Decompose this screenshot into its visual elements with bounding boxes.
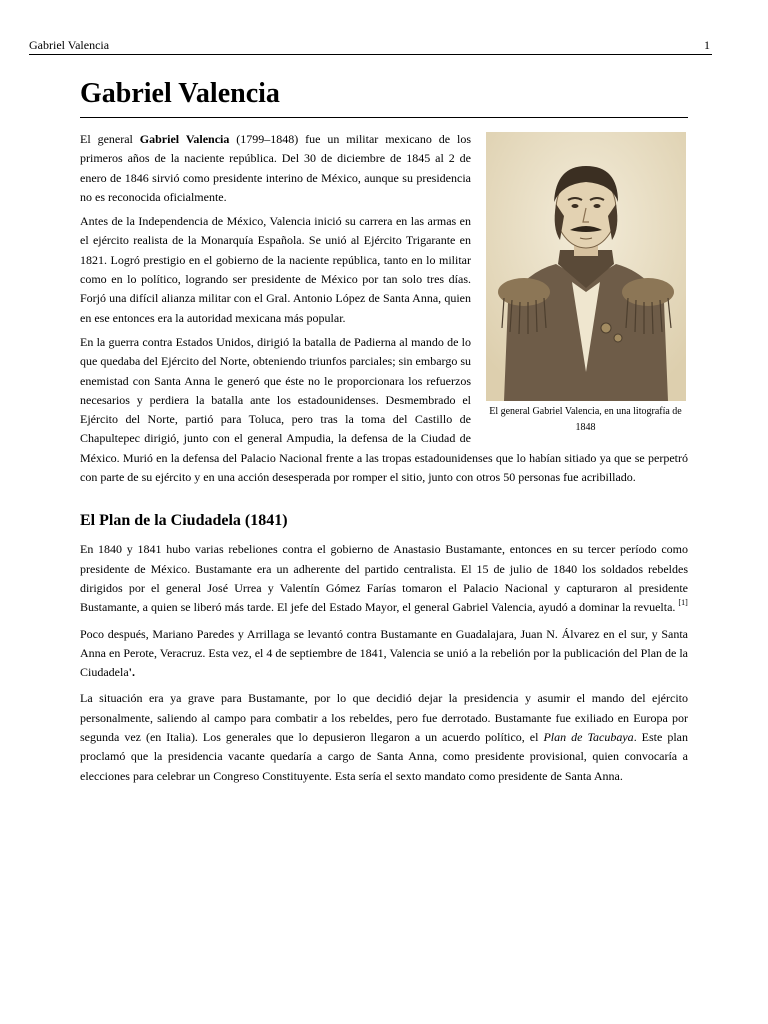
plan-name: Plan de Tacubaya xyxy=(543,730,634,745)
section-paragraph-text: La situación era ya grave para Bustamante, por lo que decidió dejar la presidencia y asumir el mando del ejército personalmente, saliendo al campo para combatir a los rebeldes, pero fue derrotado. Bustamante fue exiliado en Europa por segunda vez (en Italia). Los generales que lo depusieron llegaron a un acuerdo político, el xyxy=(80,691,688,745)
intro-paragraph: En la guerra contra Estados Unidos, dirigió la batalla de Padierna al mando de lo que quedaba del Ejército del Norte, obteniendo triunfos parciales; sin embargo su enemistad con Santa Anna le generó que éste no le proporcionara los refuerzos necesarios y perdiera la batalla ante los estadounidenses. Desmembrado el Ejército del Norte, partió para Toluca, pero tras la toma del Castillo de Chapultepec dirigió, junto con el general Ampudia, la defensa de la Ciudad de México. Murió en la defensa del Palacio Nacional frente a las tropas estadounidenses que lo habían sitiado ya que se perpetró con parte de su ejército y en una acción desesperada por romper el sitio, junto con otros 50 personas fue acribillado. xyxy=(80,334,688,485)
figure-caption: El general Gabriel Valencia, en una litografía de 1848 xyxy=(489,406,682,433)
running-header-title: Gabriel Valencia xyxy=(29,38,110,52)
section-paragraph-text: . Este plan proclamó que la presidencia vacante quedaría a cargo de Santa Anna, como presidente provisional, quien convocaría a elecciones para celebrar un Congreso Constituyente. Esta sería el sexto mandato como presidente de Santa Anna. xyxy=(80,730,689,783)
section-paragraph xyxy=(80,540,688,617)
section-paragraph-end-mark: '. xyxy=(128,665,135,680)
article-body xyxy=(80,130,688,793)
section-heading: El Plan de la Ciudadela (1841) xyxy=(80,512,288,530)
page-number: 1 xyxy=(704,38,710,52)
article-title: Gabriel Valencia xyxy=(80,78,280,109)
reference-link[interactable]: [1] xyxy=(678,598,688,608)
title-divider xyxy=(80,117,688,118)
intro-paragraph-lead: El general xyxy=(80,132,140,146)
intro-paragraph: Antes de la Independencia de México, Valencia inició su carrera en las armas en el ejército realista de la Monarquía Española. Se unió al Ejército Trigarante en 1821. Logró prestigio en el gobierno de la naciente república, tanto en lo militar como en lo político, logrando ser presidente de México por tan solo tres días. Forjó una difícil alianza militar con el Gral. Antonio López de Santa Anna, quien en ese entonces era la autoridad mexicana más popular. xyxy=(80,214,471,325)
intro-paragraph-rest: (1799–1848) fue un militar mexicano de los primeros años de la naciente república. Del 30 de diciembre de 1845 al 2 de enero de 1846 sirvió como presidente interino de México, aunque su presidencia no es reconocida oficialmente. xyxy=(80,132,471,204)
running-header xyxy=(29,38,712,55)
subject-name: Gabriel Valencia xyxy=(139,132,230,146)
section-paragraph xyxy=(80,689,688,785)
section-paragraph-text: En 1840 y 1841 hubo varias rebeliones contra el gobierno de Anastasio Bustamante, entonces en su tercer período como presidente de México. Bustamante era un adherente del partido centralista. El 15 de julio de 1840 los soldados rebeldes dirigidos por el general José Urrea y Valentín Gómez Farías tomaron el Palacio Nacional y capturaron al presidente Bustamante, a quien se liberó más tarde. El jefe del Estado Mayor, el general Gabriel Valencia, ayudó a dominar la revuelta. xyxy=(80,542,688,615)
section-paragraph xyxy=(80,625,688,683)
portrait-lithograph xyxy=(486,132,686,401)
portrait-figure xyxy=(483,132,688,436)
section-paragraph-text: Poco después, Mariano Paredes y Arrillaga se levantó contra Bustamante en Guadalajara, Juan N. Álvarez en el sur, y Santa Anna en Perote, Veracruz. Esta vez, el 4 de septiembre de 1841, Valencia se unió a la rebelión por la publicación del Plan de la Ciudadela xyxy=(80,626,689,680)
